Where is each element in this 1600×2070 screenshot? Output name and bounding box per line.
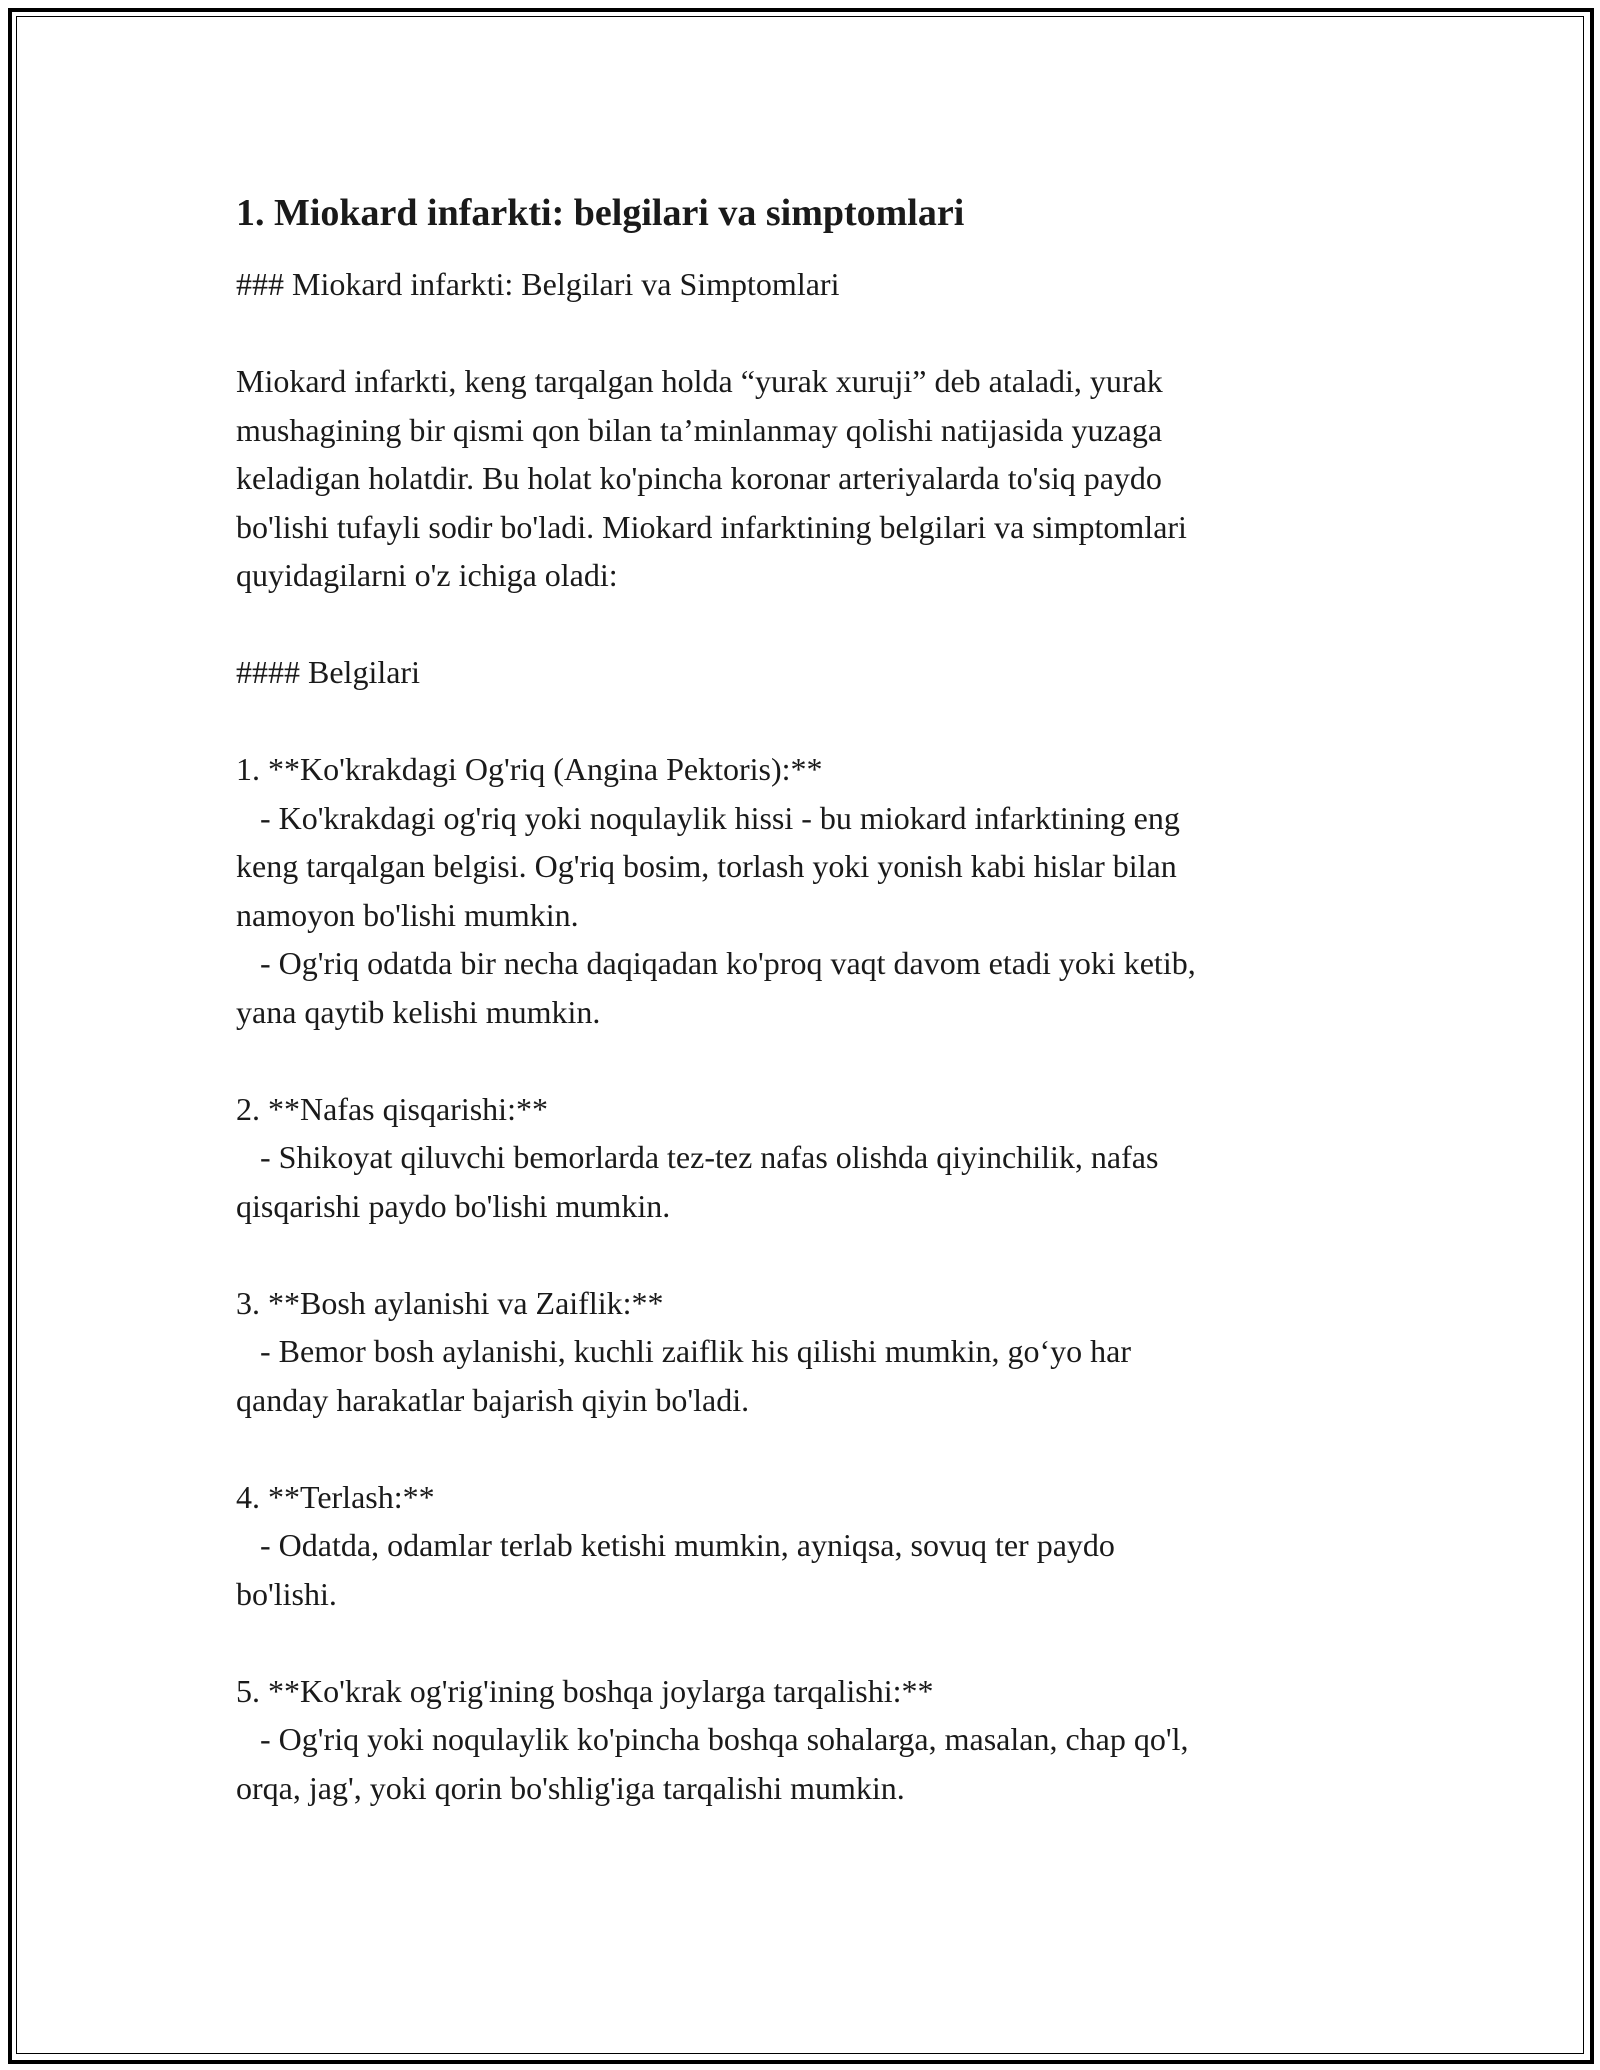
list-item-heading: 5. **Ko'krak og'rig'ining boshqa joylarga tarqalishi:** xyxy=(236,1672,934,1709)
spacer xyxy=(236,1230,1356,1279)
list-item-line: bo'lishi. xyxy=(236,1575,337,1612)
spacer xyxy=(236,697,1356,746)
list-item-line: - Shikoyat qiluvchi bemorlarda tez-tez nafas olishda qiyinchilik, nafas xyxy=(236,1139,1159,1175)
list-item xyxy=(236,745,1356,1036)
list-item-heading: 1. **Ko'krakdagi Og'riq (Angina Pektoris):** xyxy=(236,751,823,787)
list-item-line: - Odatda, odamlar terlab ketishi mumkin, ayniqsa, sovuq ter paydo xyxy=(236,1527,1115,1563)
spacer xyxy=(236,600,1356,649)
list-item-heading: 3. **Bosh aylanishi va Zaiflik:** xyxy=(236,1284,664,1321)
spacer xyxy=(236,1424,1356,1473)
list-item-line: orqa, jag', yoki qorin bo'shlig'iga tarqalishi mumkin. xyxy=(236,1769,905,1806)
intro-line: bo'lishi tufayli sodir bo'ladi. Miokard infarktining belgilari va simptomlari xyxy=(236,508,1187,545)
document-body xyxy=(236,186,1356,1812)
list-item-heading: 2. **Nafas qisqarishi:** xyxy=(236,1090,548,1127)
list-item xyxy=(236,1667,1356,1813)
list-item xyxy=(236,1279,1356,1425)
list-item-heading: 4. **Terlash:** xyxy=(236,1478,435,1515)
list-item-line: namoyon bo'lishi mumkin. xyxy=(236,896,579,933)
list-item-line: yana qaytib kelishi mumkin. xyxy=(236,993,601,1030)
section-heading: #### Belgilari xyxy=(236,654,420,690)
intro-line: mushagining bir qismi qon bilan ta’minlanmay qolishi natijasida yuzaga xyxy=(236,411,1163,448)
document-title: 1. Miokard infarkti: belgilari va simptomlari xyxy=(236,192,965,234)
spacer xyxy=(236,1036,1356,1085)
spacer xyxy=(236,1618,1356,1667)
list-item-line: qisqarishi paydo bo'lishi mumkin. xyxy=(236,1187,671,1224)
list-item-line: - Bemor bosh aylanishi, kuchli zaiflik his qilishi mumkin, go‘yo har xyxy=(236,1333,1131,1369)
list-item-line: keng tarqalgan belgisi. Og'riq bosim, torlash yoki yonish kabi hislar bilan xyxy=(236,848,1177,884)
list-item-line: - Og'riq yoki noqulaylik ko'pincha boshqa sohalarga, masalan, chap qo'l, xyxy=(236,1721,1189,1757)
spacer xyxy=(236,309,1356,358)
subheading: ### Miokard infarkti: Belgilari va Simptomlari xyxy=(236,266,840,302)
list-item-line: - Ko'krakdagi og'riq yoki noqulaylik hissi - bu miokard infarktining eng xyxy=(236,799,1180,836)
list-item-line: qanday harakatlar bajarish qiyin bo'ladi. xyxy=(236,1381,750,1418)
intro-line: keladigan holatdir. Bu holat ko'pincha koronar arteriyalarda to'siq paydo xyxy=(236,460,1162,496)
intro-line: quyidagilarni o'z ichiga oladi: xyxy=(236,557,618,593)
intro-paragraph xyxy=(236,357,1356,600)
intro-line: Miokard infarkti, keng tarqalgan holda “yurak xuruji” deb ataladi, yurak xyxy=(236,363,1163,399)
list-item xyxy=(236,1473,1356,1619)
list-item xyxy=(236,1085,1356,1231)
list-item-line: - Og'riq odatda bir necha daqiqadan ko'proq vaqt davom etadi yoki ketib, xyxy=(236,945,1196,981)
